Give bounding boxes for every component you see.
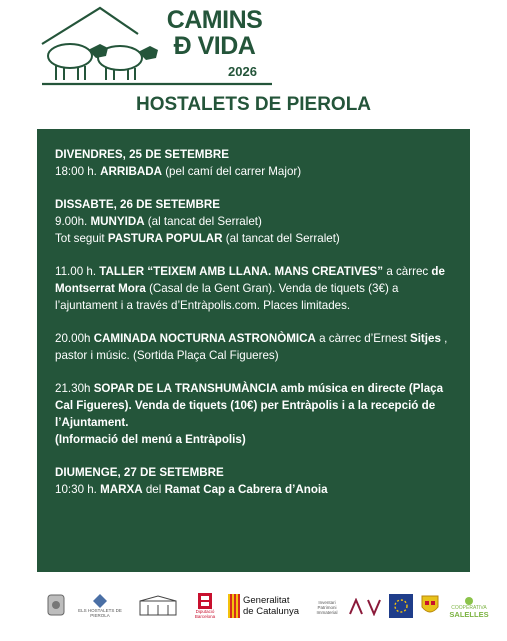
sunday-date: DIUMENGE, 27 DE SETEMBRE [55, 466, 224, 479]
heritage-building-logo [136, 593, 180, 619]
cooperativa-salelles-logo: COOPERATIVA SALELLES [446, 592, 492, 622]
logo-year: 2026 [228, 64, 257, 79]
friday-block [55, 146, 454, 180]
sopar-menu-info: (Informació del menú a Entràpolis) [55, 433, 246, 446]
diputacio-barcelona-logo: Diputació Barcelona [190, 590, 220, 622]
hostalets-de-pierola-logo: ELS HOSTALETS DE PIEROLA [78, 592, 122, 620]
taller-block [55, 263, 454, 314]
saturday-block [55, 196, 454, 247]
sunday-event: 10:30 h. MARXA del Ramat Cap a Cabrera d’Anoia [55, 483, 328, 496]
saturday-event-munyida: 9.00h. MUNYIDA (al tancat del Serralet) [55, 215, 262, 228]
logo-title-line2: Đ VIDA [173, 32, 256, 60]
inventari-patrimoni-logo: Inventari Patrimoni Immaterial [316, 599, 338, 615]
sponsors-footer [0, 590, 507, 624]
generalitat-logo: Generalitat de Catalunya [228, 592, 300, 620]
saturday-date: DISSABTE, 26 DE SETEMBRE [55, 198, 220, 211]
logo-title-line1: CAMINS [166, 6, 263, 34]
caminada-event: 20.00h CAMINADA NOCTURNA ASTRONÒMICA a càrrec d’Ernest Sitjes , pastor i músic. (Sortida Plaça Cal Figueres) [55, 332, 448, 362]
sopar-block [55, 380, 454, 448]
saturday-event-pastura: Tot seguit PASTURA POPULAR (al tancat del Serralet) [55, 232, 340, 245]
council-of-europe-logo [388, 593, 414, 619]
camins-de-vida-logo [40, 4, 280, 96]
caminada-block [55, 330, 454, 364]
program-panel [37, 129, 470, 572]
municipal-seal-logo [46, 594, 66, 616]
page-heading: HOSTALETS DE PIEROLA [135, 94, 372, 115]
taller-event: 11.00 h. TALLER “TEIXEM AMB LLANA. MANS CREATIVES” a càrrec de Montserrat Mora (Casal de la Gent Gran). Venda de tiquets (3€) a l’ajuntament i a través d’Entràpolis.com. Places limitades. [55, 265, 445, 312]
friday-event: 18:00 h. ARRIBADA (pel camí del carrer Major) [55, 165, 302, 178]
town-crest-logo [420, 592, 440, 620]
sunday-block [55, 464, 454, 498]
friday-date: DIVENDRES, 25 DE SETEMBRE [55, 148, 229, 161]
inventari-mark-logo [346, 596, 386, 618]
sopar-event: 21.30h SOPAR DE LA TRANSHUMÀNCIA amb música en directe (Plaça Cal Figueres). Venda de tiquets (10€) per Entràpolis i a la recepció de l’Ajuntament. [55, 382, 444, 429]
